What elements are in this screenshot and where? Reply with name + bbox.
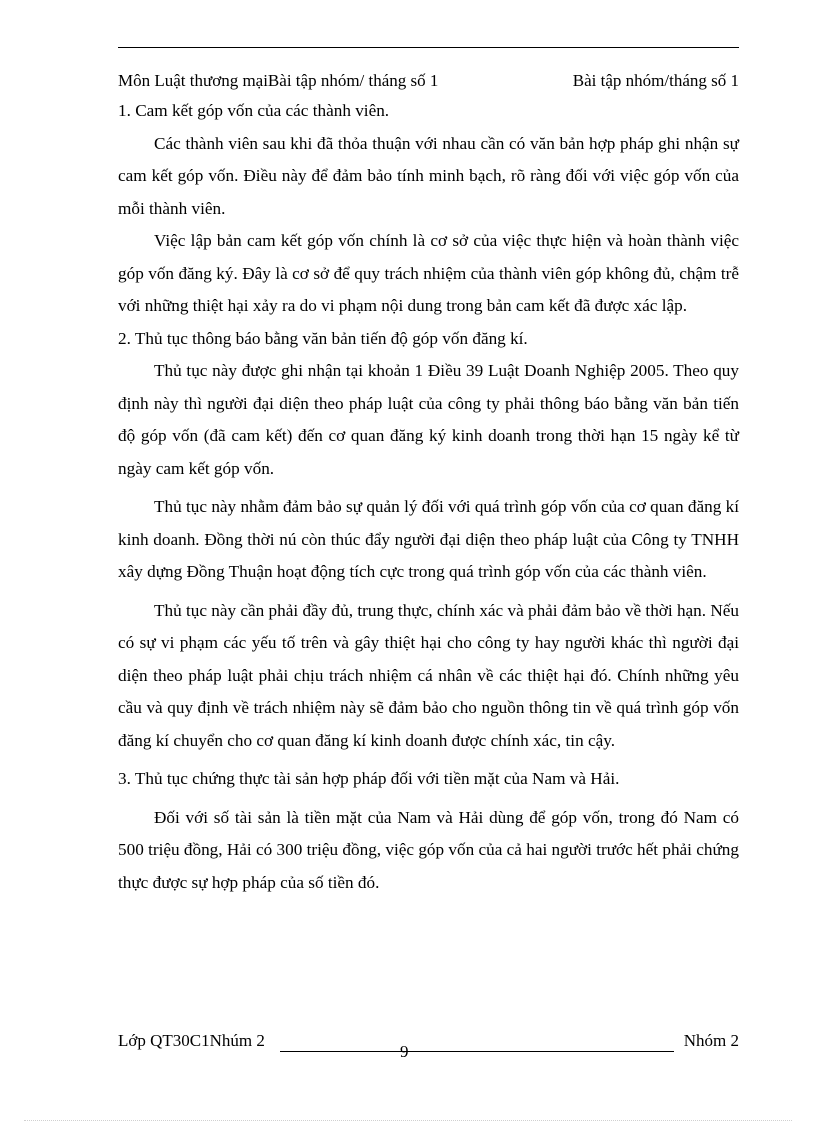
paragraph: Thủ tục này cần phải đầy đủ, trung thực, chính xác và phải đảm bảo về thời hạn. Nếu có sự vi phạm các yếu tố trên và gây thiệt hại cho công ty hay người khác thì người đại diện theo pháp luật phải chịu trách nhiệm cá nhân về các thiệt hại đó. Chính những yêu cầu và quy định về trách nhiệm này sẽ đảm bảo cho nguồn thông tin về quá trình góp vốn đăng kí chuyển cho cơ quan đăng kí kinh doanh được chính xác, tin cậy. <box>118 600 739 750</box>
footer-right-text: Nhóm 2 <box>683 1031 739 1050</box>
header-left-text: Môn Luật thương mạiBài tập nhóm/ tháng số 1 <box>118 71 439 90</box>
header-right-text: Bài tập nhóm/tháng số 1 <box>572 71 739 90</box>
footer-rule <box>280 1051 674 1052</box>
paragraph: Thủ tục này nhằm đảm bảo sự quản lý đối với quá trình góp vốn của cơ quan đăng kí kinh doanh. Đồng thời nú còn thúc đẩy người đại diện theo pháp luật của Công ty TNHH xây dựng Đồng Thuận hoạt động tích cực trong quá trình góp vốn của các thành viên. <box>118 497 739 581</box>
document-body <box>118 95 739 899</box>
section-heading-1: 1. Cam kết góp vốn của các thành viên. <box>118 101 390 120</box>
section-heading-2: 2. Thủ tục thông báo bằng văn bản tiến độ góp vốn đăng kí. <box>118 328 528 348</box>
section-heading-3: 3. Thủ tục chứng thực tài sản hợp pháp đối với tiền mặt của Nam và Hải. <box>118 769 620 788</box>
paragraph: Việc lập bản cam kết góp vốn chính là cơ sở của việc thực hiện và hoàn thành việc góp vốn đăng ký. Đây là cơ sở để quy trách nhiệm của thành viên góp không đủ, chậm trễ với những thiệt hại xảy ra do vi phạm nội dung trong bản cam kết đã được xác lập. <box>118 231 739 315</box>
paragraph: Các thành viên sau khi đã thỏa thuận với nhau cần có văn bản hợp pháp ghi nhận sự cam kết góp vốn. Điều này để đảm bảo tính minh bạch, rõ ràng đối với việc góp vốn của mỗi thành viên. <box>118 133 739 218</box>
paragraph: Đối với số tài sản là tiền mặt của Nam và Hải dùng để góp vốn, trong đó Nam có 500 triệu đồng, Hải có 300 triệu đồng, việc góp vốn của cả hai người trước hết phải chứng thực được sự hợp pháp của số tiền đó. <box>118 807 739 892</box>
page-edge <box>24 1120 792 1121</box>
header-rule <box>118 47 739 48</box>
footer-left-text: Lớp QT30C1Nhúm 2 <box>118 1031 265 1050</box>
page-number: 9 <box>400 1042 409 1061</box>
paragraph: Thủ tục này được ghi nhận tại khoản 1 Điều 39 Luật Doanh Nghiệp 2005. Theo quy định này thì người đại diện theo pháp luật của công ty phải thông báo bằng văn bản tiến độ góp vốn (đã cam kết) đến cơ quan đăng ký kinh doanh trong thời hạn 15 ngày kể từ ngày cam kết góp vốn. <box>118 361 739 478</box>
